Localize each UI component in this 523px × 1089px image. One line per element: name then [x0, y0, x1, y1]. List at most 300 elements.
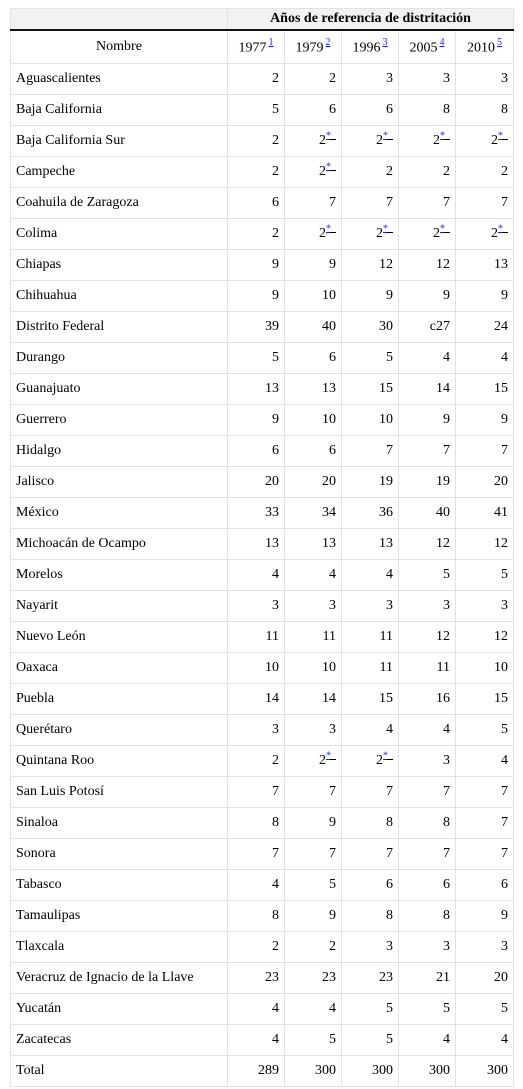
column-header-year[interactable]: 2010 $^5$ — [456, 30, 514, 64]
district-count-cell — [228, 653, 285, 684]
district-count-cell — [456, 529, 514, 560]
state-name-cell: Baja California — [11, 95, 228, 126]
table-row — [11, 777, 514, 808]
district-count-cell — [285, 591, 342, 622]
district-count-value: 4 — [272, 877, 279, 892]
district-count-value: 7 — [443, 443, 450, 458]
district-count-value: 12 — [494, 536, 509, 551]
table-row — [11, 467, 514, 498]
district-count-cell — [285, 560, 342, 591]
column-header-year[interactable]: 1996 $^3$ — [342, 30, 399, 64]
district-count-value: 19 — [436, 474, 450, 489]
district-count-value: 2 — [376, 753, 383, 768]
district-count-cell — [399, 374, 456, 405]
district-count-value: 4 — [272, 1001, 279, 1016]
district-count-value: 7 — [329, 195, 336, 210]
state-name-cell: Coahuila de Zaragoza — [11, 188, 228, 219]
district-count-value: 7 — [501, 784, 509, 799]
district-count-value: 7 — [501, 443, 509, 458]
district-count-value: 2 — [272, 753, 279, 768]
district-count-cell — [342, 870, 399, 901]
district-count-cell — [342, 715, 399, 746]
district-count-value: 4 — [329, 567, 336, 582]
state-name-cell: Colima — [11, 219, 228, 250]
table-row — [11, 95, 514, 126]
table-row — [11, 405, 514, 436]
footnote-star-link[interactable]: * — [326, 161, 331, 173]
district-count-cell — [228, 622, 285, 653]
table-row — [11, 281, 514, 312]
district-count-cell — [399, 994, 456, 1025]
district-count-cell — [342, 901, 399, 932]
district-count-cell — [456, 932, 514, 963]
district-count-value: 7 — [386, 784, 393, 799]
district-count-cell — [228, 932, 285, 963]
district-count-value: 5 — [501, 722, 509, 737]
district-count-cell — [342, 281, 399, 312]
district-count-cell — [285, 1025, 342, 1056]
reference-link[interactable]: 5 — [497, 36, 503, 48]
district-count-cell — [399, 281, 456, 312]
district-count-cell — [228, 467, 285, 498]
district-count-value: 20 — [494, 970, 509, 985]
district-count-cell — [456, 870, 514, 901]
district-count-value: 6 — [329, 102, 336, 117]
reference-link[interactable]: 2 — [325, 36, 331, 48]
district-count-value: 4 — [443, 350, 450, 365]
district-count-value: 13 — [265, 381, 279, 396]
district-count-cell — [399, 870, 456, 901]
footnote-dash — [444, 139, 450, 140]
table-row — [11, 932, 514, 963]
district-count-cell — [342, 374, 399, 405]
district-count-cell — [456, 157, 514, 188]
state-name-cell: Sonora — [11, 839, 228, 870]
table-row — [11, 684, 514, 715]
reference-link[interactable]: 1 — [268, 36, 274, 48]
district-count-value: 13 — [322, 381, 336, 396]
group-header-row — [11, 9, 514, 31]
footnote-dash — [330, 170, 336, 171]
district-count-cell — [285, 126, 342, 157]
state-name-cell: Tabasco — [11, 870, 228, 901]
district-count-cell — [456, 374, 514, 405]
footnote-dash — [330, 232, 336, 233]
starred-value — [491, 223, 508, 242]
table-row — [11, 64, 514, 95]
district-count-cell — [456, 498, 514, 529]
district-count-value: 3 — [501, 598, 509, 613]
district-count-cell — [285, 963, 342, 994]
district-count-cell — [342, 777, 399, 808]
state-name-cell: Querétaro — [11, 715, 228, 746]
district-count-cell — [399, 839, 456, 870]
district-count-value: 12 — [436, 536, 450, 551]
district-count-cell — [399, 157, 456, 188]
district-count-cell — [342, 622, 399, 653]
district-count-cell — [342, 188, 399, 219]
district-count-value: 4 — [501, 753, 509, 768]
district-count-value: 2 — [376, 133, 383, 148]
state-name-cell: Guanajuato — [11, 374, 228, 405]
column-header-year[interactable]: 1977 $^1$ — [228, 30, 285, 64]
district-count-cell — [399, 436, 456, 467]
district-count-cell — [285, 529, 342, 560]
district-count-value: 14 — [436, 381, 450, 396]
district-count-cell — [456, 746, 514, 777]
district-count-cell — [456, 95, 514, 126]
district-count-cell — [342, 312, 399, 343]
district-count-cell — [228, 746, 285, 777]
district-count-value: 30 — [379, 319, 393, 334]
district-count-value: 9 — [443, 288, 450, 303]
district-count-cell — [456, 560, 514, 591]
district-count-cell — [399, 560, 456, 591]
district-count-value: 8 — [443, 815, 450, 830]
district-count-cell — [342, 405, 399, 436]
state-name-cell: Total — [11, 1056, 228, 1087]
state-name-cell: Durango — [11, 343, 228, 374]
table-row — [11, 498, 514, 529]
district-count-value: 7 — [272, 784, 279, 799]
district-count-value: 10 — [494, 660, 509, 675]
district-count-value: 11 — [379, 629, 393, 644]
district-count-value: 8 — [272, 908, 279, 923]
district-count-value: 2 — [319, 753, 326, 768]
district-count-cell — [399, 932, 456, 963]
district-count-value: 8 — [443, 908, 450, 923]
district-count-value: 2 — [376, 226, 383, 241]
table-row — [11, 994, 514, 1025]
district-count-cell — [228, 808, 285, 839]
district-count-cell — [228, 870, 285, 901]
district-count-value: 9 — [329, 908, 336, 923]
district-count-value: 10 — [379, 412, 393, 427]
table-row — [11, 219, 514, 250]
district-count-value: 9 — [501, 908, 509, 923]
state-name-cell: Chihuahua — [11, 281, 228, 312]
state-name-cell: San Luis Potosí — [11, 777, 228, 808]
state-name-cell: Puebla — [11, 684, 228, 715]
district-count-cell — [342, 529, 399, 560]
footnote-dash — [502, 232, 508, 233]
district-count-value: 2 — [329, 71, 336, 86]
table-row — [11, 870, 514, 901]
district-count-value: 39 — [265, 319, 279, 334]
district-count-value: 36 — [379, 505, 393, 520]
district-count-cell — [342, 591, 399, 622]
district-count-cell — [399, 250, 456, 281]
column-header-year[interactable]: 2005 $^4$ — [399, 30, 456, 64]
district-count-value: 7 — [443, 784, 450, 799]
district-count-cell — [399, 653, 456, 684]
district-count-value: 9 — [329, 257, 336, 272]
district-count-cell — [228, 374, 285, 405]
district-count-value: 4 — [386, 567, 393, 582]
district-count-cell — [228, 126, 285, 157]
district-count-value: 4 — [272, 567, 279, 582]
district-count-cell — [342, 157, 399, 188]
table-row — [11, 591, 514, 622]
district-count-cell — [285, 684, 342, 715]
reference-link[interactable]: 3 — [382, 36, 388, 48]
state-name-cell: Yucatán — [11, 994, 228, 1025]
district-count-cell — [285, 994, 342, 1025]
state-name-cell: Hidalgo — [11, 436, 228, 467]
table-row — [11, 808, 514, 839]
district-count-cell — [399, 963, 456, 994]
district-count-cell — [342, 1056, 399, 1087]
state-name-cell: Veracruz de Ignacio de la Llave — [11, 963, 228, 994]
footnote-star-link[interactable]: * — [383, 130, 388, 142]
district-count-cell — [228, 901, 285, 932]
district-count-cell — [285, 932, 342, 963]
district-count-value: 13 — [494, 257, 509, 272]
footnote-star-link[interactable]: * — [383, 750, 388, 762]
district-count-value: 12 — [436, 629, 450, 644]
district-count-cell — [399, 95, 456, 126]
district-count-cell — [285, 777, 342, 808]
district-count-cell — [399, 901, 456, 932]
table-row — [11, 746, 514, 777]
district-count-cell — [228, 95, 285, 126]
district-count-value: 40 — [436, 505, 450, 520]
district-count-cell — [285, 405, 342, 436]
footnote-star-link[interactable]: * — [498, 223, 504, 235]
district-count-cell — [399, 188, 456, 219]
district-count-value: 16 — [436, 691, 450, 706]
district-count-cell — [228, 219, 285, 250]
district-count-value: 4 — [501, 1032, 509, 1047]
state-name-cell: Distrito Federal — [11, 312, 228, 343]
district-count-cell — [228, 281, 285, 312]
district-count-cell — [228, 405, 285, 436]
district-count-cell — [285, 219, 342, 250]
district-count-cell — [456, 901, 514, 932]
district-count-cell — [285, 374, 342, 405]
state-name-cell: Nayarit — [11, 591, 228, 622]
district-count-cell — [228, 157, 285, 188]
district-count-cell — [342, 560, 399, 591]
district-count-cell — [456, 808, 514, 839]
table-row — [11, 963, 514, 994]
district-count-value: 4 — [386, 722, 393, 737]
starred-value — [433, 223, 450, 242]
district-count-value: 6 — [272, 443, 279, 458]
district-count-cell — [456, 839, 514, 870]
footnote-star-link[interactable]: * — [440, 130, 445, 142]
district-count-value: 5 — [443, 567, 450, 582]
district-count-value: 3 — [272, 598, 279, 613]
district-count-value: 2 — [501, 164, 509, 179]
footnote-star-link[interactable]: * — [383, 223, 388, 235]
district-count-cell — [228, 1056, 285, 1087]
table-body — [11, 64, 514, 1087]
footnote-star-link[interactable]: * — [326, 750, 331, 762]
district-count-value: 300 — [372, 1063, 393, 1078]
district-count-value: 6 — [443, 877, 450, 892]
district-count-cell — [228, 250, 285, 281]
district-count-value: 7 — [386, 443, 393, 458]
district-count-value: 5 — [272, 350, 279, 365]
district-count-value: 3 — [443, 71, 450, 86]
district-count-cell — [399, 1056, 456, 1087]
district-count-value: 8 — [386, 815, 393, 830]
state-name-cell: Oaxaca — [11, 653, 228, 684]
state-name-cell: Sinaloa — [11, 808, 228, 839]
district-count-value: 2 — [272, 226, 279, 241]
district-count-cell — [456, 64, 514, 95]
district-count-value: 9 — [386, 288, 393, 303]
district-count-value: 10 — [322, 660, 336, 675]
state-name-cell: Quintana Roo — [11, 746, 228, 777]
district-count-value: 5 — [329, 877, 336, 892]
district-count-cell — [285, 808, 342, 839]
district-count-value: 8 — [386, 908, 393, 923]
table-row — [11, 343, 514, 374]
district-count-cell — [399, 312, 456, 343]
district-count-cell — [342, 95, 399, 126]
starred-value — [376, 130, 393, 149]
district-count-value: 2 — [329, 939, 336, 954]
district-count-cell — [399, 684, 456, 715]
district-count-cell — [285, 901, 342, 932]
state-name-cell: Zacatecas — [11, 1025, 228, 1056]
district-count-value: 3 — [386, 598, 393, 613]
district-count-value: 14 — [322, 691, 336, 706]
state-name-cell: México — [11, 498, 228, 529]
starred-value — [376, 223, 393, 242]
district-count-value: 3 — [501, 71, 509, 86]
state-name-cell: Baja California Sur — [11, 126, 228, 157]
starred-value — [376, 750, 393, 769]
district-count-value: 3 — [501, 939, 509, 954]
district-count-cell — [456, 684, 514, 715]
district-count-cell — [342, 250, 399, 281]
table-row — [11, 188, 514, 219]
footnote-star-link[interactable]: * — [498, 130, 504, 142]
district-count-cell — [399, 405, 456, 436]
district-count-cell — [456, 250, 514, 281]
district-count-value: 3 — [272, 722, 279, 737]
district-count-value: 14 — [265, 691, 279, 706]
district-count-cell — [228, 312, 285, 343]
district-count-value: 6 — [329, 350, 336, 365]
district-count-cell — [285, 312, 342, 343]
footnote-dash — [502, 139, 508, 140]
district-count-value: 20 — [322, 474, 336, 489]
footnote-star-link[interactable]: * — [440, 223, 445, 235]
district-count-cell — [285, 250, 342, 281]
district-count-value: 15 — [494, 691, 509, 706]
table-row — [11, 622, 514, 653]
group-header: Años de referencia de distritación — [228, 9, 514, 31]
district-count-cell — [456, 715, 514, 746]
table-row — [11, 560, 514, 591]
state-name-cell: Campeche — [11, 157, 228, 188]
district-count-value: 15 — [379, 691, 393, 706]
district-count-cell — [342, 219, 399, 250]
district-count-value: 6 — [272, 195, 279, 210]
district-count-value: 10 — [322, 288, 336, 303]
district-count-value: 23 — [265, 970, 279, 985]
district-count-cell — [342, 653, 399, 684]
district-count-cell — [399, 467, 456, 498]
district-count-cell — [399, 777, 456, 808]
district-count-cell — [342, 684, 399, 715]
district-count-value: 5 — [501, 1001, 509, 1016]
district-count-cell — [285, 343, 342, 374]
district-count-cell — [228, 715, 285, 746]
district-count-value: 8 — [501, 102, 509, 117]
district-count-cell — [342, 994, 399, 1025]
district-count-value: 9 — [329, 815, 336, 830]
district-count-cell — [456, 1025, 514, 1056]
footnote-star-link[interactable]: * — [326, 223, 331, 235]
district-count-cell — [399, 126, 456, 157]
reference-link[interactable]: 4 — [439, 36, 445, 48]
district-count-cell — [342, 436, 399, 467]
district-count-value: 15 — [379, 381, 393, 396]
state-name-cell: Morelos — [11, 560, 228, 591]
starred-value — [491, 130, 508, 149]
column-header-year[interactable]: 1979 $^2$ — [285, 30, 342, 64]
district-count-cell — [342, 343, 399, 374]
district-count-value: 9 — [501, 412, 509, 427]
district-count-cell — [342, 808, 399, 839]
district-count-value: 11 — [265, 629, 279, 644]
district-count-cell — [342, 746, 399, 777]
district-count-value: 3 — [443, 939, 450, 954]
district-count-value: 2 — [272, 71, 279, 86]
table-row — [11, 653, 514, 684]
district-count-cell — [399, 1025, 456, 1056]
table-row — [11, 901, 514, 932]
district-count-cell — [285, 498, 342, 529]
district-count-value: 12 — [379, 257, 393, 272]
table-row — [11, 529, 514, 560]
district-count-value: 23 — [379, 970, 393, 985]
table-row — [11, 436, 514, 467]
table-row — [11, 126, 514, 157]
district-count-cell — [456, 343, 514, 374]
footnote-star-link[interactable]: * — [326, 130, 331, 142]
table-row — [11, 839, 514, 870]
district-count-value: 7 — [443, 195, 450, 210]
district-count-value: 12 — [494, 629, 509, 644]
district-count-value: 7 — [329, 846, 336, 861]
district-count-cell — [285, 281, 342, 312]
district-count-cell — [456, 777, 514, 808]
district-count-value: 4 — [443, 722, 450, 737]
district-count-value: 10 — [265, 660, 279, 675]
district-count-value: 5 — [443, 1001, 450, 1016]
district-count-value: 7 — [501, 815, 509, 830]
district-count-value: 5 — [386, 1032, 393, 1047]
column-header-name[interactable]: Nombre — [11, 30, 228, 64]
district-count-value: 9 — [501, 288, 509, 303]
district-count-cell — [285, 839, 342, 870]
table-row — [11, 715, 514, 746]
district-count-cell — [399, 64, 456, 95]
district-count-value: 19 — [379, 474, 393, 489]
district-count-cell — [399, 715, 456, 746]
district-count-cell — [399, 219, 456, 250]
district-count-cell — [399, 343, 456, 374]
footnote-dash — [330, 139, 336, 140]
state-name-cell: Tlaxcala — [11, 932, 228, 963]
district-count-cell — [228, 994, 285, 1025]
